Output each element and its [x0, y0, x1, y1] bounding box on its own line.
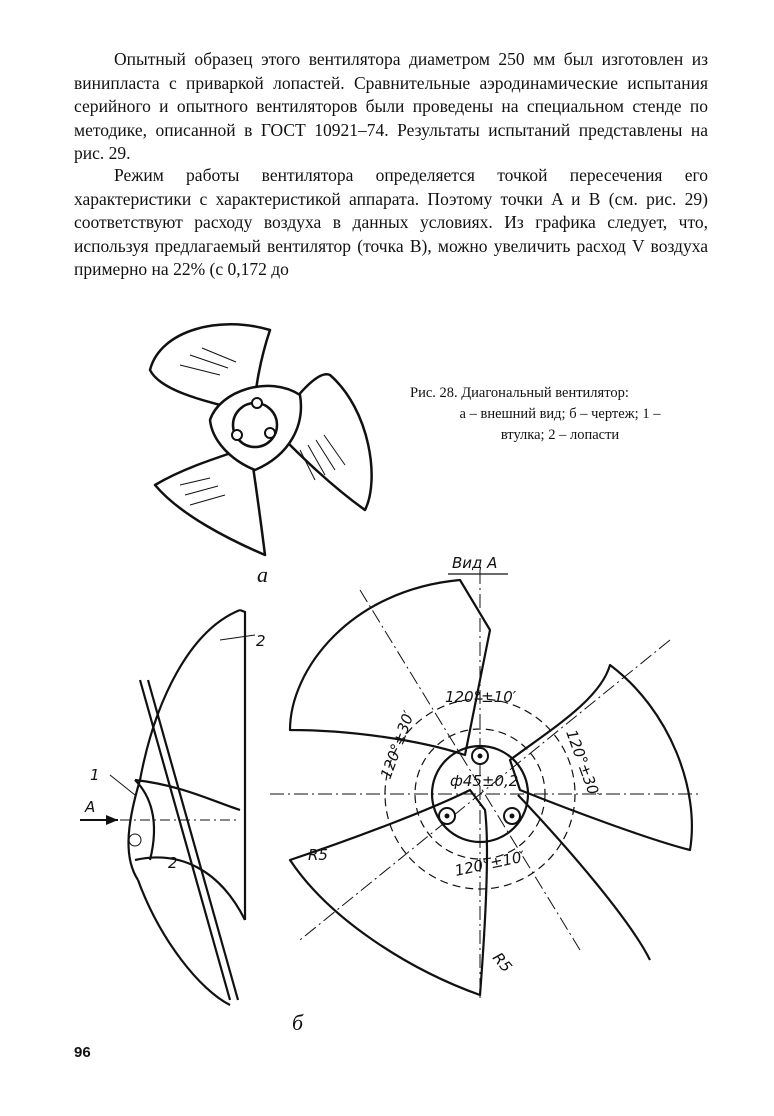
dim-angle-right: 120°±30′: [562, 727, 604, 801]
figure-label-a: а: [257, 562, 268, 587]
dim-angle-bottom: 120°±10′: [453, 847, 527, 880]
label-1: 1: [90, 766, 100, 784]
dim-angle-top: 120°±10′: [445, 688, 517, 706]
page-number: 96: [74, 1044, 91, 1061]
caption-line-1: Рис. 28. Диагональный вентилятор:: [410, 385, 629, 401]
paragraph-1: Опытный образец этого вентилятора диаметром 250 мм был изготовлен из винипласта с приваркой лопастей. Сравнительные аэродинамические испытания серийного и опытного вентиляторов были проведены на специальном стенде по методике, описанной в ГОСТ 10921–74. Результаты испытаний представлены на рис. 29.: [74, 49, 708, 163]
paragraph-2: Режим работы вентилятора определяется точкой пересечения его характеристики с характеристикой аппарата. Поэтому точки A и B (см. рис. 29) соответствуют расходу воздуха в данных условиях. Из графика следует, что, используя предлагаемый вентилятор (точка B), можно увеличить расход V воздуха примерно на 22% (с 0,172 до: [74, 165, 708, 279]
dim-radius-bottom: R5: [488, 949, 516, 976]
fan-perspective-illustration: [140, 310, 390, 560]
figure-label-b: б: [292, 1010, 304, 1035]
view-a-title: Вид А: [452, 554, 498, 572]
label-2-top: 2: [256, 632, 266, 650]
caption-line-2: а – внешний вид; б – чертеж; 1 –: [459, 406, 661, 422]
fan-side-view-drawing: [80, 600, 280, 1020]
fan-view-a-drawing: [270, 550, 710, 1010]
dim-radius-left: R5: [308, 846, 328, 864]
arrow-label-a: А: [85, 798, 96, 816]
figure-caption: [410, 383, 710, 446]
dim-diameter: ф45±0,2: [450, 772, 519, 790]
label-2-bottom: 2: [168, 854, 178, 872]
dim-angle-left: 120°±30′: [376, 708, 419, 782]
caption-line-3: втулка; 2 – лопасти: [500, 427, 620, 443]
